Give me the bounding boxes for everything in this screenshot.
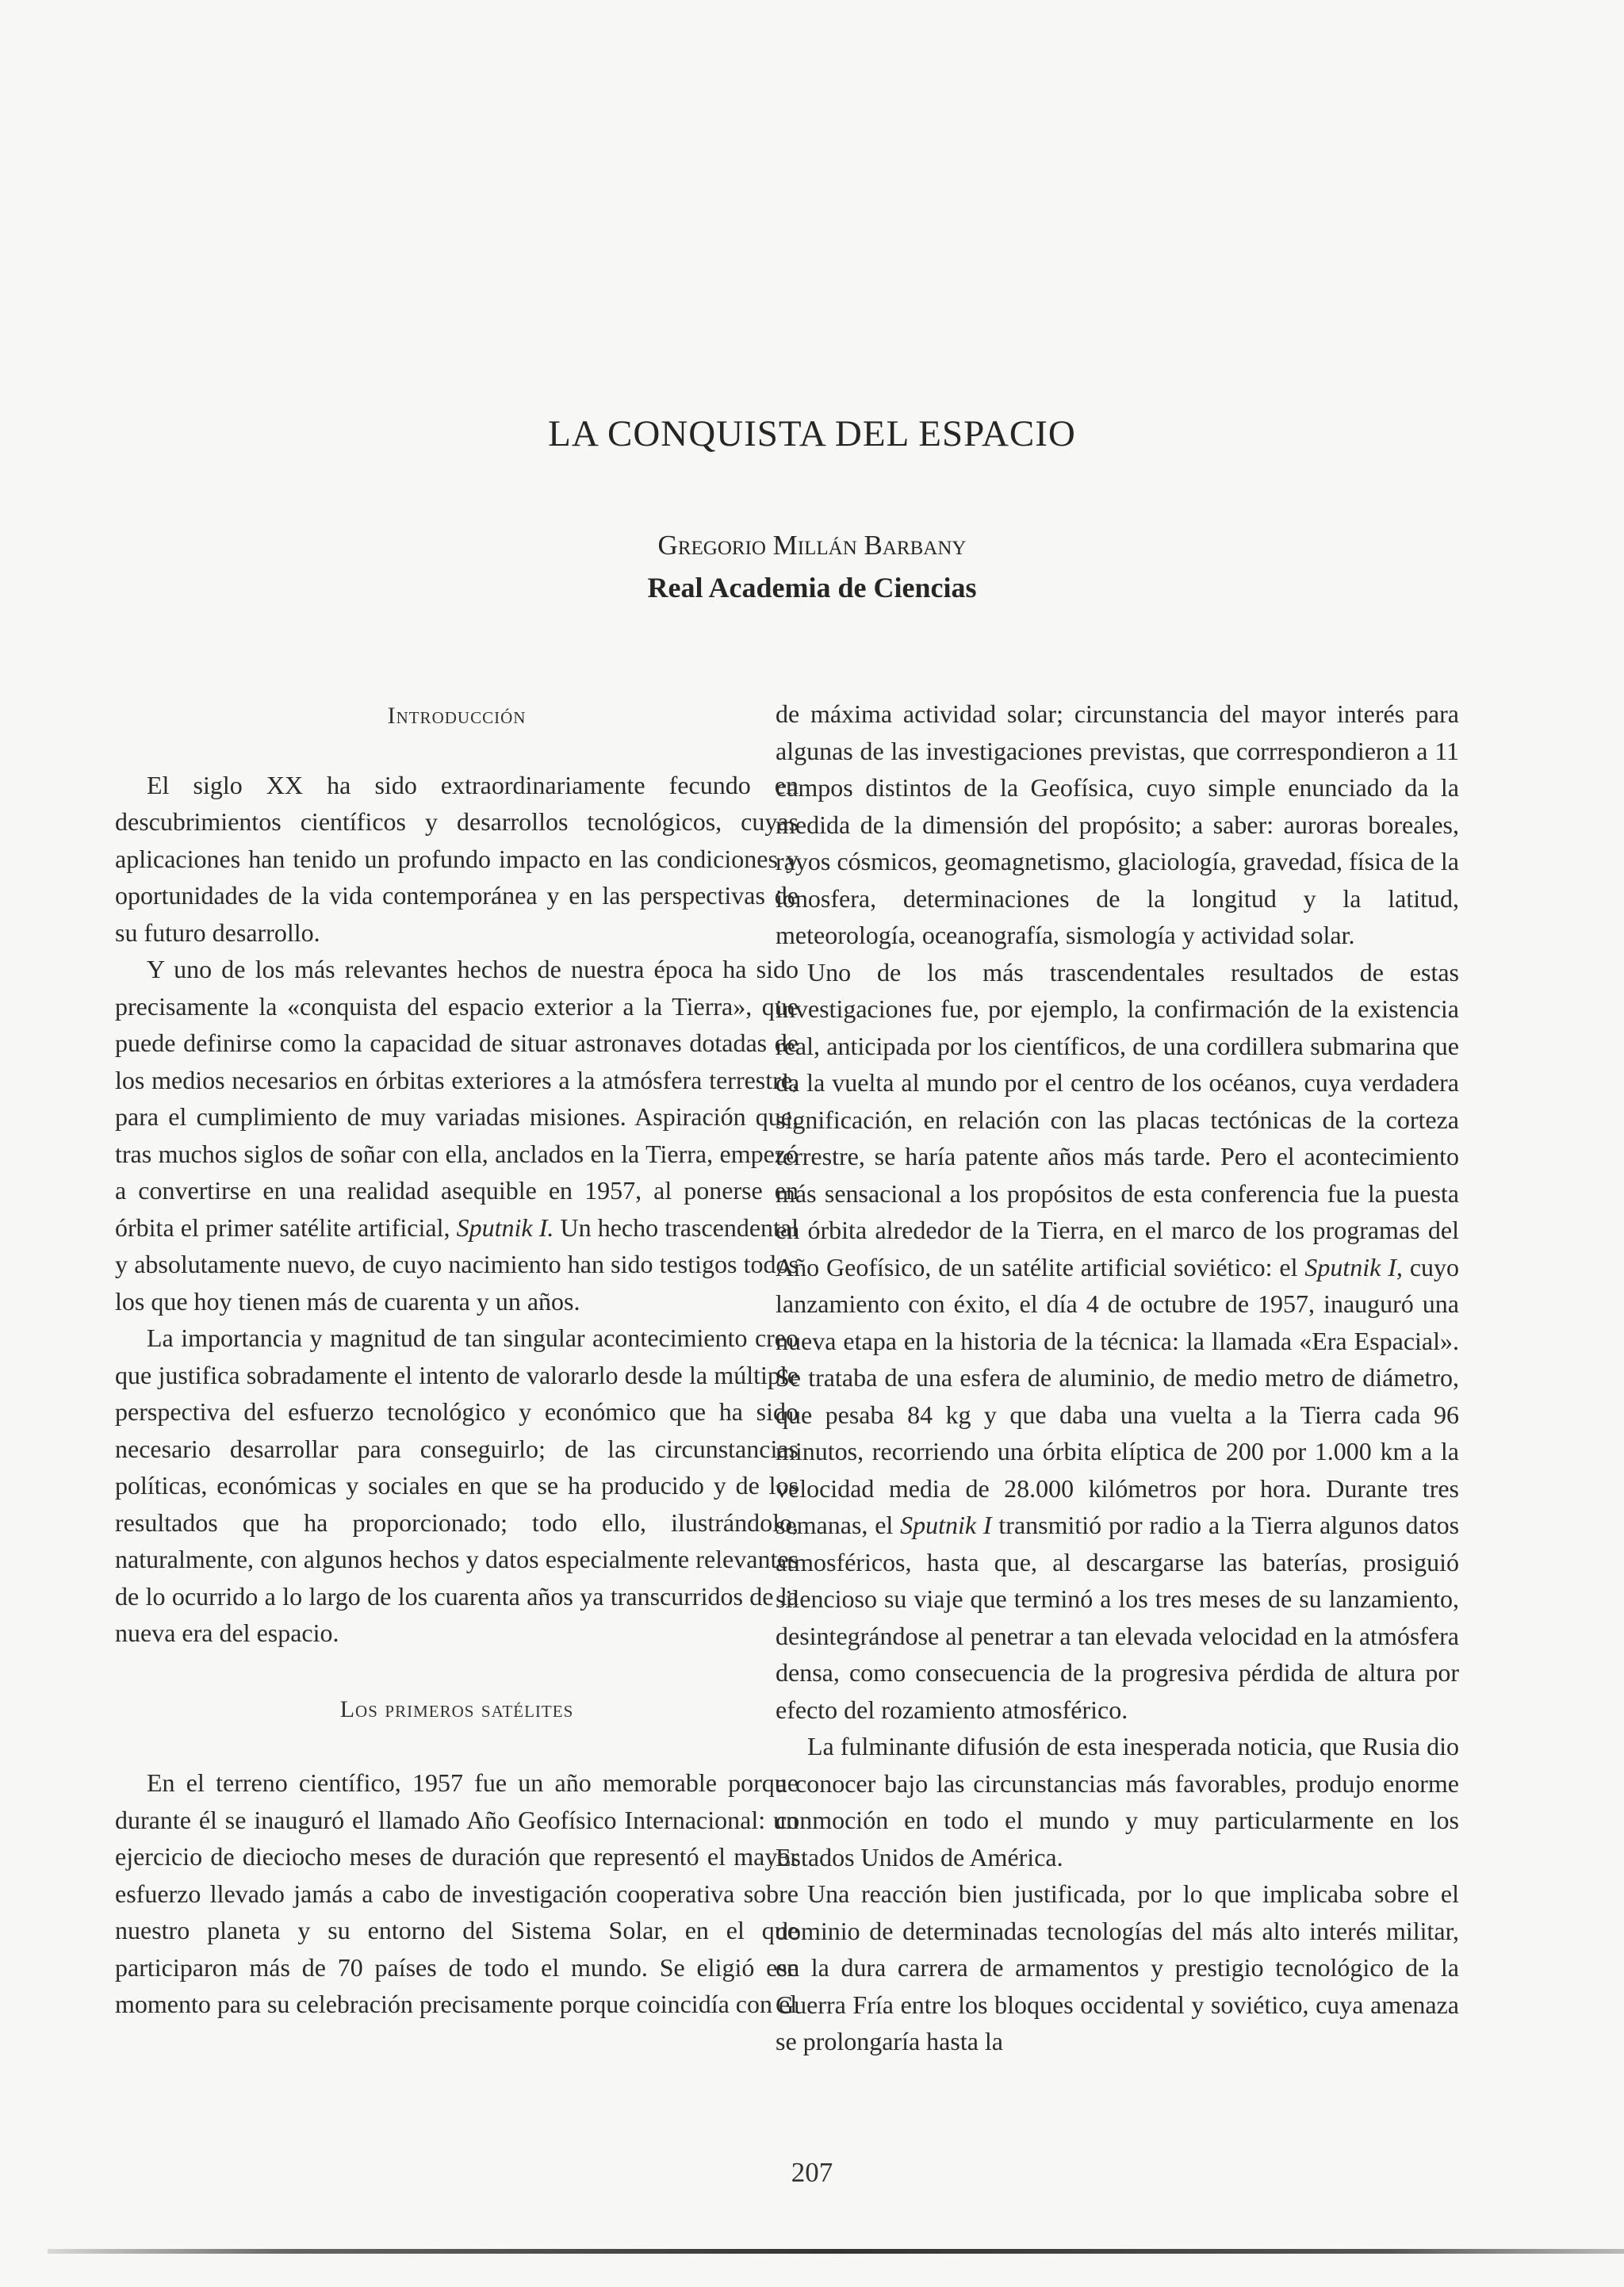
text-run: Un hecho trascendental y absolutamente nuevo, de cuyo nacimiento han sido testigos todos los que hoy tienen más de cuarenta y un años. bbox=[115, 1212, 799, 1316]
author-name: Gregorio Millán Barbany bbox=[657, 530, 967, 561]
italic-sputnik: Sputnik I, bbox=[1304, 1252, 1403, 1281]
paragraph-continued: de máxima actividad solar; circunstancia del mayor interés para algunas de las investigaciones previstas, que corrrespondieron a 11 campos distintos de la Geofísica, cuyo simple enunciado da la medida de la dimensión del propósito; a saber: auroras boreales, rayos cósmicos, geomagnetismo, glaciología, gravedad, física de la ionosfera, determinaciones de la longitud y la latitud, meteorología, oceanografía, sismología y actividad solar. bbox=[776, 699, 1459, 949]
left-column bbox=[115, 698, 799, 2023]
italic-sputnik: Sputnik I. bbox=[456, 1212, 554, 1242]
text-run: transmitió por radio a la Tierra algunos datos atmosféricos, hasta que, al descargarse las baterías, prosiguió silencioso su viaje que terminó a los tres meses de su lanzamiento, desintegrándose al penetrar a tan elevada velocidad en la atmósfera densa, como consecuencia de la progresiva pérdida de altura por efecto del rozamiento atmosférico. bbox=[776, 1511, 1460, 1724]
paragraph: Una reacción bien justificada, por lo que implicaba sobre el dominio de determinadas tecnologías del más alto interés militar, en la dura carrera de armamentos y prestigio tecnológico de la Guerra Fría entre los bloques occidental y soviético, cuya amenaza se prolongaría hasta la bbox=[776, 1879, 1459, 2055]
paragraph: La importancia y magnitud de tan singular acontecimiento creo que justifica sobradamente el intento de valorarlo desde la múltiple perspectiva del esfuerzo tecnológico y económico que ha sido necesario desarrollar para conseguirlo; de las circunstancias políticas, económicas y sociales en que se ha producido y de los resultados que ha proporcionado; todo ello, ilustrándolo, naturalmente, con algunos hechos y datos especialmente relevantes de lo ocurrido a lo largo de los cuarenta años ya transcurridos de la nueva era del espacio. bbox=[115, 1324, 799, 1647]
right-column bbox=[776, 695, 1459, 2060]
text-run: cuyo lanzamiento con éxito, el día 4 de octubre de 1957, inauguró una nueva etapa en la historia de la técnica: la llamada «Era Espacial». Se trataba de una esfera de aluminio, de medio metro de diámetro, que pesaba 84 kg y que daba una vuelta a la Tierra cada 96 minutos, recorriendo una órbita elíptica de 200 por 1.000 km a la velocidad media de 28.000 kilómetros por hora. Durante tres semanas, el bbox=[776, 1252, 1460, 1539]
text-run: Y uno de los más relevantes hechos de nuestra época ha sido precisamente la «conquista del espacio exterior a la Tierra», que puede definirse como la capacidad de situar astronaves dotadas de los medios necesarios en órbitas exteriores a la atmósfera terrestre, para el cumplimiento de muy variadas misiones. Aspiración que, tras muchos siglos de soñar con ella, anclados en la Tierra, empezó a convertirse en una realidad asequible en 1957, al ponerse en órbita el primer satélite artificial, bbox=[115, 955, 799, 1242]
paragraph: La fulminante difusión de esta inesperada noticia, que Rusia dio a conocer bajo las circunstancias más favorables, produjo enorme conmoción en todo el mundo y muy particularmente en los Estados Unidos de América. bbox=[776, 1732, 1459, 1871]
paragraph bbox=[115, 951, 799, 1320]
section-heading-satelites: Los primeros satélites bbox=[339, 1695, 574, 1722]
paragraph bbox=[776, 954, 1459, 1729]
paragraph: En el terreno científico, 1957 fue un año memorable porque durante él se inauguró el llamado Año Geofísico Internacional: un ejercicio de dieciocho meses de duración que representó el mayor esfuerzo llevado jamás a cabo de investigación cooperativa sobre nuestro planeta y su entorno del Sistema Solar, en el que participaron más de 70 países de todo el mundo. Se eligió ese momento para su celebración precisamente porque coincidía con el bbox=[115, 1768, 799, 2018]
italic-sputnik: Sputnik I bbox=[900, 1511, 992, 1539]
author-affiliation: Real Academia de Ciencias bbox=[647, 572, 977, 603]
article-title: LA CONQUISTA DEL ESPACIO bbox=[548, 413, 1076, 454]
text-run: Uno de los más trascendentales resultados de estas investigaciones fue, por ejemplo, la confirmación de la existencia real, anticipada por los científicos, de una cordillera submarina que da la vuelta al mundo por el centro de los océanos, cuya verdadera significación, en relación con las placas tectónicas de la corteza terrestre, se haría patente años más tarde. Pero el acontecimiento más sensacional a los propósitos de esta conferencia fue la puesta en órbita alrededor de la Tierra, en el marco de los programas del Año Geofísico, de un satélite artificial soviético: el bbox=[776, 957, 1459, 1281]
bottom-scan-edge bbox=[48, 2249, 1624, 2254]
section-heading-introduccion: Introducción bbox=[387, 703, 527, 729]
page-number: 207 bbox=[791, 2157, 833, 2188]
paragraph: El siglo XX ha sido extraordinariamente fecundo en descubrimientos científicos y desarrollos tecnológicos, cuyas aplicaciones han tenido un profundo impacto en las condiciones y oportunidades de la vida contemporánea y en las perspectivas de su futuro desarrollo. bbox=[115, 770, 799, 947]
